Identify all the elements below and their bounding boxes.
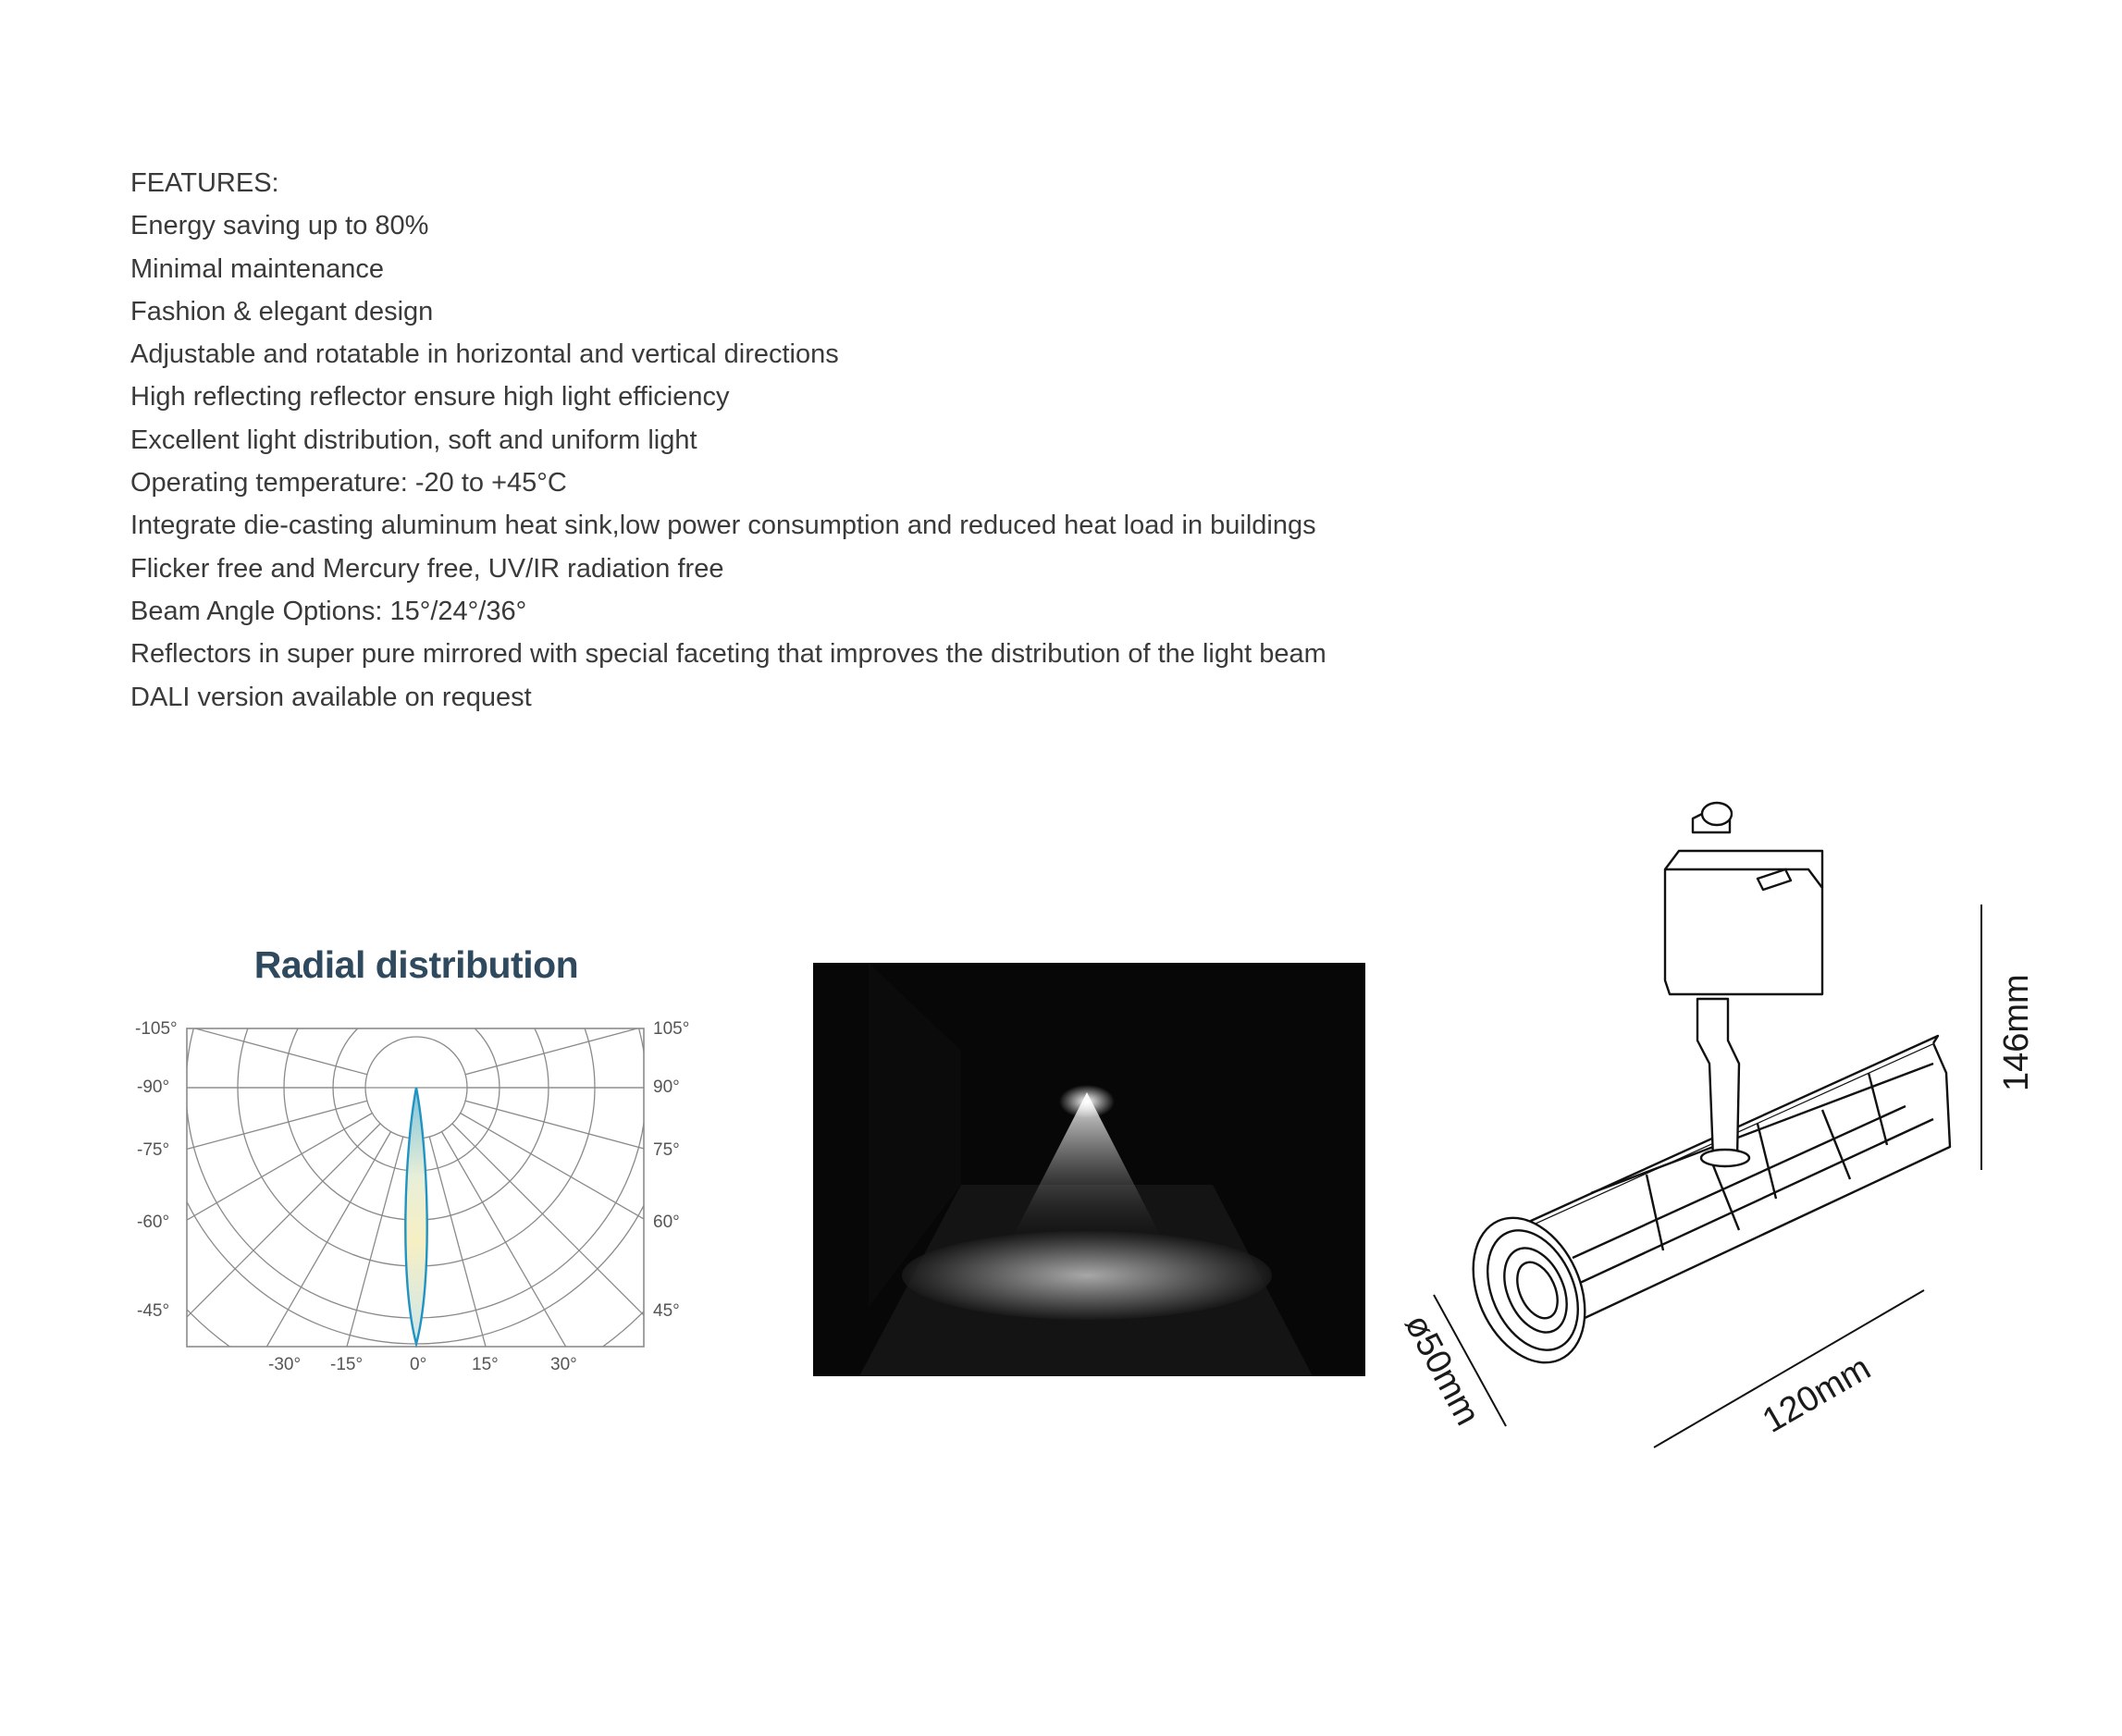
polar-grid-ray — [120, 1101, 367, 1255]
polar-grid-ray — [120, 1132, 391, 1383]
polar-grid-ray — [442, 1132, 713, 1383]
angle-label-bottom: 15° — [472, 1355, 499, 1374]
angle-label-right: 45° — [653, 1301, 680, 1321]
feature-item: Minimal maintenance — [130, 253, 385, 284]
angle-label-bottom: -15° — [330, 1355, 364, 1374]
angle-label-bottom: -30° — [268, 1355, 302, 1374]
polar-grid-ray — [452, 1124, 712, 1383]
angle-label-left: -45° — [137, 1301, 170, 1321]
angle-label-right: 90° — [653, 1077, 680, 1097]
angle-label-right: 75° — [653, 1140, 680, 1160]
feature-item: DALI version available on request — [130, 682, 532, 712]
beam-effect-photo — [813, 963, 1365, 1376]
beam-distribution-curve — [405, 1088, 426, 1344]
polar-grid-ray — [249, 1137, 403, 1383]
polar-grid-ray — [120, 1124, 380, 1383]
height-dimension-label: 146mm — [1997, 974, 2036, 1091]
polar-grid-ray — [429, 1137, 584, 1383]
feature-item: Adjustable and rotatable in horizontal and vertical directions — [130, 339, 839, 370]
radial-distribution-title: Radial distribution — [253, 943, 579, 986]
polar-grid-ray — [465, 1101, 712, 1255]
angle-label-bottom: 0° — [410, 1355, 427, 1374]
angle-label-bottom: 30° — [550, 1355, 577, 1374]
fixture-dimension-drawing — [1388, 795, 2091, 1498]
feature-item: High reflecting reflector ensure high light efficiency — [130, 382, 730, 412]
angle-label-left: -75° — [137, 1140, 170, 1160]
feature-item: Flicker free and Mercury free, UV/IR radiation free — [130, 553, 724, 584]
feature-item: Operating temperature: -20 to +45°C — [130, 468, 567, 499]
radial-distribution-diagram — [120, 1013, 712, 1383]
feature-item: Excellent light distribution, soft and uniform light — [130, 425, 697, 455]
feature-item: Fashion & elegant design — [130, 296, 434, 326]
features-heading: FEATURES: — [130, 168, 279, 198]
feature-item: Energy saving up to 80% — [130, 211, 429, 241]
angle-label-left: -90° — [137, 1077, 170, 1097]
feature-item: Beam Angle Options: 15°/24°/36° — [130, 596, 527, 626]
angle-label-left: -60° — [137, 1213, 170, 1232]
feature-item: Reflectors in super pure mirrored with special faceting that improves the distribution of the light beam — [130, 639, 1326, 670]
fixture-track-adapter — [1665, 803, 1822, 994]
length-dimension-label: 120mm — [1756, 1348, 1878, 1441]
angle-label-right: 60° — [653, 1213, 680, 1232]
feature-item: Integrate die-casting aluminum heat sink,low power consumption and reduced heat load in buildings — [130, 511, 1316, 541]
diameter-dimension-label: ø50mm — [1397, 1308, 1487, 1432]
angle-label-right: 105° — [653, 1019, 690, 1039]
angle-label-left: -105° — [135, 1019, 178, 1039]
features-list — [130, 162, 1326, 719]
